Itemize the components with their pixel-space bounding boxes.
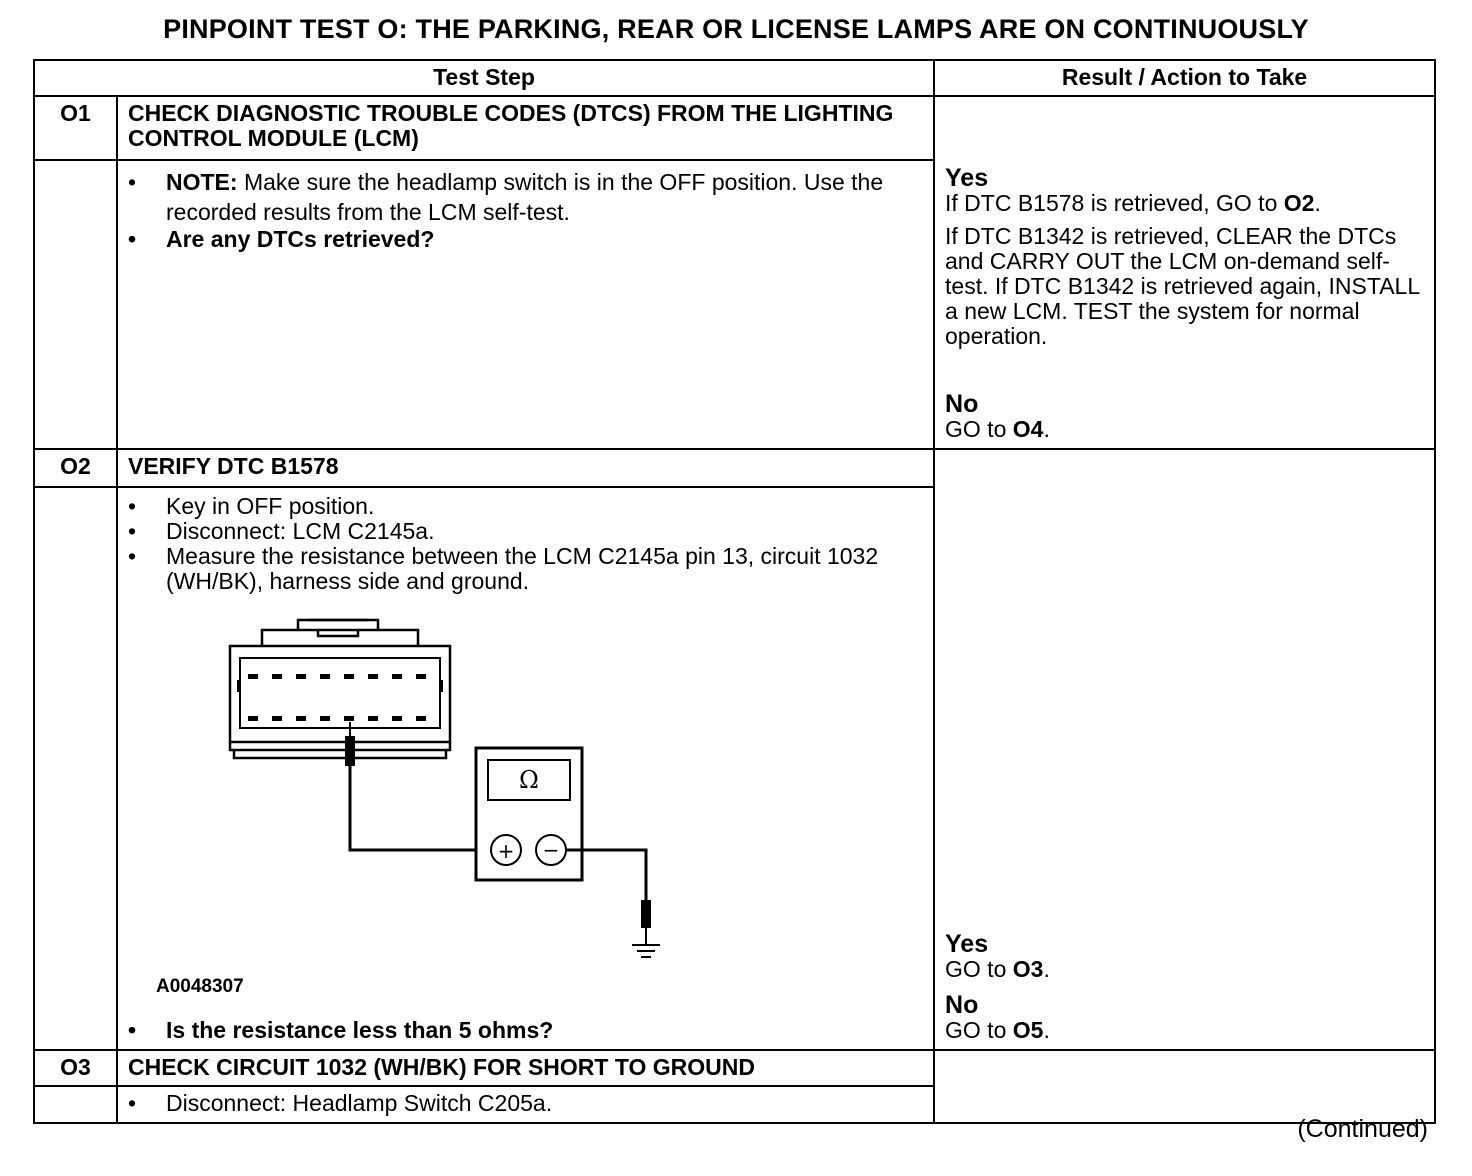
step-o1-title-row	[34, 96, 1435, 160]
result-o2-yes-label: Yes	[945, 930, 989, 958]
result-o2-no-label: No	[945, 991, 979, 1019]
result-o1-yes-line1: If DTC B1578 is retrieved, GO to O2.	[945, 190, 1321, 216]
step-title-o1: CHECK DIAGNOSTIC TROUBLE CODES (DTCS) FROM THE LIGHTING CONTROL MODULE (LCM)	[117, 96, 934, 160]
step-title-o3: CHECK CIRCUIT 1032 (WH/BK) FOR SHORT TO GROUND	[117, 1050, 934, 1086]
step-number-o2: O2	[34, 449, 117, 487]
step-body-o1	[117, 160, 934, 449]
connector-pins	[248, 674, 426, 721]
header-result-action: Result / Action to Take	[934, 60, 1435, 96]
diagram-id: A0048307	[156, 976, 244, 997]
result-o3	[934, 1050, 1435, 1123]
step-number-o1: O1	[34, 96, 117, 160]
result-o1-no-line: GO to O4.	[945, 416, 1050, 442]
step-body-o2	[117, 487, 934, 1050]
connector-meter-diagram	[128, 618, 888, 1018]
header-test-step: Test Step	[34, 60, 934, 96]
table-header-row	[34, 60, 1435, 96]
step-title-o2: VERIFY DTC B1578	[117, 449, 934, 487]
connector-illustration	[230, 620, 450, 758]
list-item: • Key in OFF position.	[128, 494, 923, 519]
result-o2-yes-line: GO to O3.	[945, 956, 1050, 982]
meter-symbol: Ω	[519, 766, 539, 794]
list-item: • Is the resistance less than 5 ohms?	[128, 1018, 923, 1043]
meter-minus: −	[542, 838, 560, 862]
step-body-o3	[117, 1086, 934, 1123]
result-o2-no-line: GO to O5.	[945, 1017, 1050, 1043]
result-o2	[934, 449, 1435, 1050]
result-o1-yes-label: Yes	[945, 164, 989, 192]
diagram-illustration	[128, 618, 888, 1018]
continued-label: (Continued)	[1297, 1115, 1428, 1143]
list-item: • Are any DTCs retrieved?	[128, 227, 923, 252]
pinpoint-test-table	[33, 59, 1436, 1124]
list-item: • NOTE: Make sure the headlamp switch is in the OFF position. Use the recorded results from the LCM self-test.	[128, 167, 923, 227]
meter-plus: +	[497, 839, 515, 863]
ground-icon	[632, 945, 660, 957]
ohmmeter-icon	[476, 748, 582, 880]
list-item: • Measure the resistance between the LCM C2145a pin 13, circuit 1032 (WH/BK), harness side and ground.	[128, 544, 923, 594]
page-title: PINPOINT TEST O: THE PARKING, REAR OR LICENSE LAMPS ARE ON CONTINUOUSLY	[163, 14, 1309, 44]
list-item: • Disconnect: LCM C2145a.	[128, 519, 923, 544]
list-item: • Disconnect: Headlamp Switch C205a.	[128, 1091, 923, 1116]
result-o1-yes-line2: If DTC B1342 is retrieved, CLEAR the DTCs and CARRY OUT the LCM on-demand self-test. If DTC B1342 is retrieved again, INSTALL a new LCM. TEST the system for normal operation.	[945, 223, 1420, 349]
result-o1	[934, 96, 1435, 449]
step-o3-title-row	[34, 1050, 1435, 1086]
result-o1-no-label: No	[945, 390, 979, 418]
step-o2-title-row	[34, 449, 1435, 487]
step-number-o3: O3	[34, 1050, 117, 1086]
